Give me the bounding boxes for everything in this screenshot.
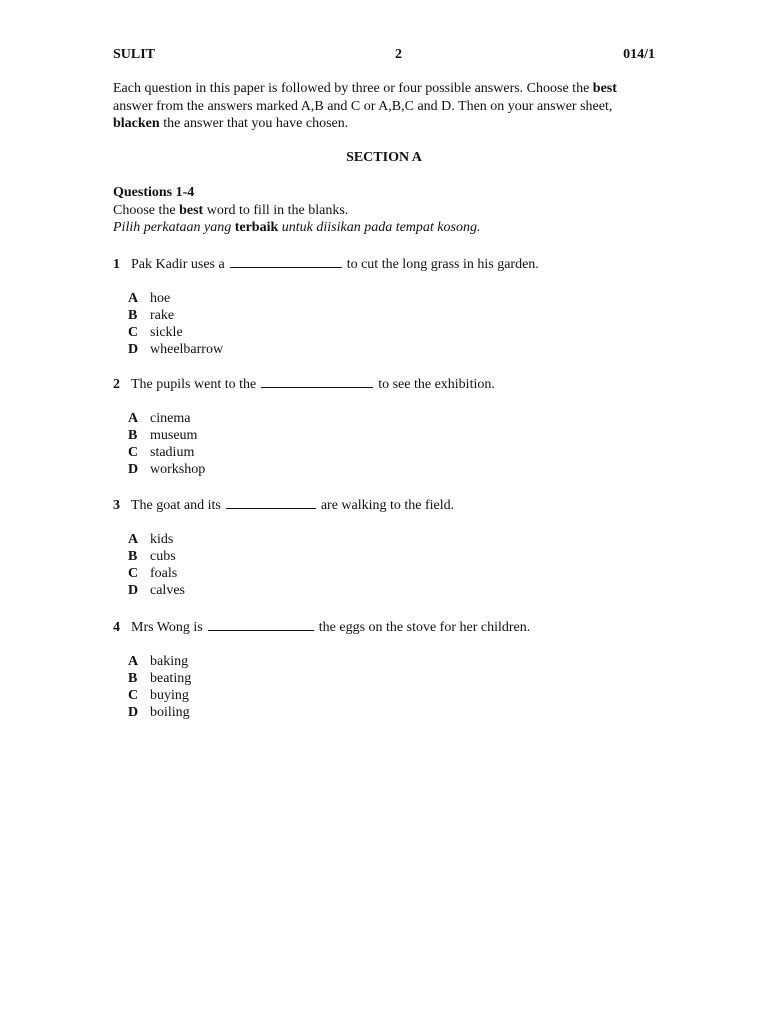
option-text: cinema	[150, 410, 191, 426]
option-letter: D	[128, 583, 139, 599]
stem-after: the eggs on the stove for her children.	[318, 620, 531, 635]
qg-line-2-part-1: Pilih perkataan yang	[113, 220, 235, 235]
instruction-line-3-text: the answer that you have chosen.	[159, 116, 349, 131]
option-d	[128, 461, 673, 478]
option-text: foals	[150, 566, 178, 582]
option-letter: A	[128, 290, 139, 306]
stem-before: The goat and its	[131, 498, 221, 513]
question-range: Questions 1-4	[113, 185, 195, 200]
option-text: cubs	[150, 548, 176, 564]
option-c	[128, 565, 673, 582]
option-d	[128, 704, 673, 721]
answer-blank	[208, 617, 314, 631]
option-text: calves	[150, 583, 185, 599]
option-d	[128, 341, 673, 358]
option-a	[128, 653, 673, 670]
stem-after: to cut the long grass in his garden.	[346, 257, 539, 272]
stem-before: The pupils went to the	[131, 377, 257, 392]
answer-blank	[230, 254, 342, 268]
option-letter: B	[128, 427, 138, 443]
question-4	[113, 617, 673, 722]
instruction-line-2: answer from the answers marked A,B and C or A,B,C and D. Then on your answer sheet,	[113, 98, 613, 114]
answer-blank	[226, 495, 316, 509]
option-text: beating	[150, 670, 192, 686]
option-text: boiling	[150, 705, 190, 721]
question-number: 4	[113, 620, 120, 635]
qg-line-1-bold: best	[179, 202, 204, 218]
page-header	[113, 46, 655, 64]
header-classification: SULIT	[113, 47, 156, 62]
question-2	[113, 374, 673, 479]
question-stem	[113, 374, 673, 394]
qg-line-2-bold: terbaik	[234, 220, 279, 235]
option-text: workshop	[150, 462, 206, 478]
option-letter: B	[128, 548, 138, 564]
header-page-number: 2	[395, 47, 402, 62]
option-text: rake	[150, 307, 175, 323]
option-text: kids	[150, 531, 174, 547]
instruction-line-1-text: Each question in this paper is followed by three or four possible answers. Choose the	[113, 81, 593, 96]
option-b	[128, 670, 673, 687]
instruction-line-3	[113, 115, 658, 133]
option-a	[128, 410, 673, 427]
option-c	[128, 687, 673, 704]
question-3	[113, 495, 673, 600]
qg-line-1-part-1: Choose the	[113, 202, 180, 218]
option-letter: D	[128, 462, 139, 478]
answer-options	[128, 290, 673, 359]
general-instructions	[113, 80, 658, 133]
option-letter: C	[128, 325, 139, 341]
option-letter: A	[128, 410, 139, 426]
option-d	[128, 582, 673, 599]
option-b	[128, 307, 673, 324]
option-letter: A	[128, 653, 139, 669]
question-group-instructions	[113, 184, 658, 237]
instruction-line-1	[113, 80, 658, 98]
question-number: 1	[113, 257, 120, 272]
instruction-line-1-bold: best	[592, 81, 617, 96]
option-letter: C	[128, 566, 139, 582]
stem-before: Mrs Wong is	[131, 620, 203, 635]
section-title: SECTION A	[346, 150, 422, 165]
option-text: baking	[150, 653, 189, 669]
option-letter: C	[128, 445, 139, 461]
question-number: 3	[113, 498, 120, 513]
question-stem	[113, 495, 673, 515]
option-letter: D	[128, 342, 139, 358]
option-c	[128, 324, 673, 341]
header-paper-code: 014/1	[623, 47, 655, 62]
question-stem	[113, 617, 673, 637]
option-letter: C	[128, 688, 139, 704]
option-text: wheelbarrow	[150, 342, 224, 358]
stem-before: Pak Kadir uses a	[131, 257, 225, 272]
option-c	[128, 444, 673, 461]
option-text: museum	[150, 427, 198, 443]
answer-blank	[261, 374, 373, 388]
option-letter: D	[128, 705, 139, 721]
option-letter: B	[128, 307, 138, 323]
qg-line-2-part-2: untuk diisikan pada tempat kosong.	[278, 220, 481, 235]
option-b	[128, 548, 673, 565]
question-group-line-2	[113, 219, 658, 237]
question-number: 2	[113, 377, 120, 392]
option-a	[128, 531, 673, 548]
option-a	[128, 290, 673, 307]
answer-options	[128, 653, 673, 722]
answer-options	[128, 410, 673, 479]
option-text: hoe	[150, 290, 171, 306]
option-b	[128, 427, 673, 444]
option-text: stadium	[150, 445, 195, 461]
stem-after: are walking to the field.	[320, 498, 455, 513]
option-letter: B	[128, 670, 138, 686]
question-stem	[113, 254, 673, 274]
stem-after: to see the exhibition.	[378, 377, 495, 392]
question-group-line-1	[113, 202, 658, 220]
instruction-line-3-bold: blacken	[113, 116, 160, 131]
option-text: buying	[150, 688, 189, 704]
answer-options	[128, 531, 673, 600]
question-1	[113, 254, 673, 359]
option-letter: A	[128, 531, 139, 547]
option-text: sickle	[150, 325, 183, 341]
qg-line-1-part-2: word to fill in the blanks.	[203, 202, 349, 218]
